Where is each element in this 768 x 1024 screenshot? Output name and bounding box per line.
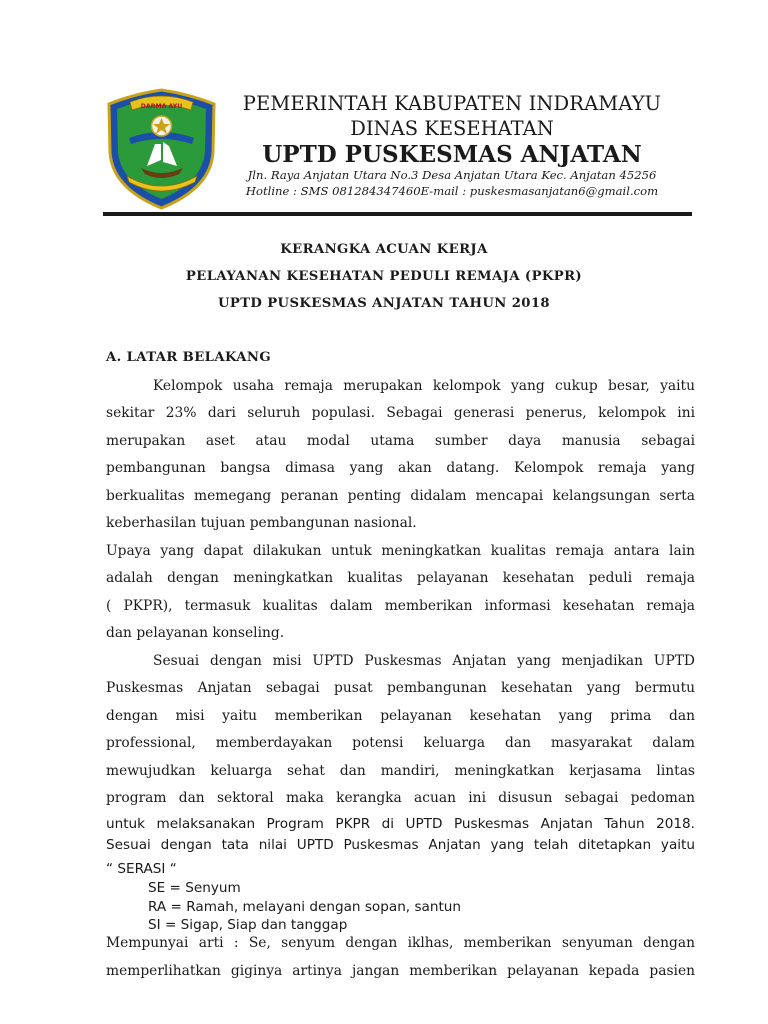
letterhead-address: Jln. Raya Anjatan Utara No.3 Desa Anjatan Utara Kec. Anjatan 45256 [247, 168, 657, 182]
body-line: ( PKPR), termasuk kualitas dalam memberikan informasi kesehatan remaja [106, 598, 695, 614]
body-line: “ SERASI “ [106, 861, 177, 877]
body-line: SI = Sigap, Siap dan tanggap [148, 917, 348, 933]
letterhead-department: DINAS KESEHATAN [350, 117, 554, 140]
body-line: adalah dengan meningkatkan kualitas pelayanan kesehatan peduli remaja [106, 570, 695, 586]
body-line: mewujudkan keluarga sehat dan mandiri, meningkatkan kerjasama lintas [106, 763, 695, 779]
letterhead-government: PEMERINTAH KABUPATEN INDRAMAYU [242, 92, 662, 115]
body-line: Upaya yang dapat dilakukan untuk meningkatkan kualitas remaja antara lain [106, 543, 695, 559]
body-line: dan pelayanan konseling. [106, 625, 285, 641]
body-line: dengan misi yaitu memberikan pelayanan kesehatan yang prima dan [106, 708, 695, 724]
svg-text:DARMA AYU: DARMA AYU [140, 103, 183, 110]
body-line: Sesuai dengan tata nilai UPTD Puskesmas Anjatan yang telah ditetapkan yaitu [106, 837, 695, 853]
body-line: Puskesmas Anjatan sebagai pusat pembangunan kesehatan yang bermutu [106, 680, 695, 696]
body-line: Mempunyai arti : Se, senyum dengan iklhas, memberikan senyuman dengan [106, 935, 695, 951]
body-line: SE = Senyum [148, 880, 241, 896]
body-line: berkualitas memegang peranan penting didalam mencapai kelangsungan serta [106, 488, 695, 504]
document-title-line-2: PELAYANAN KESEHATAN PEDULI REMAJA (PKPR) [185, 269, 583, 284]
body-line: memperlihatkan giginya artinya jangan memberikan pelayanan kepada pasien [106, 963, 695, 979]
section-heading: A. LATAR BELAKANG [106, 350, 272, 365]
body-line: merupakan aset atau modal utama sumber daya manusia sebagai [106, 433, 695, 449]
body-line: pembangunan bangsa dimasa yang akan datang. Kelompok remaja yang [106, 460, 695, 476]
body-line: sekitar 23% dari seluruh populasi. Sebagai generasi penerus, kelompok ini [106, 405, 695, 421]
body-line: Sesuai dengan misi UPTD Puskesmas Anjatan yang menjadikan UPTD [153, 653, 695, 669]
letterhead-hotline: Hotline : SMS 081284347460E-mail : puskesmasanjatan6@gmail.com [245, 184, 659, 198]
indramayu-regency-emblem [103, 88, 220, 210]
letterhead-rule [103, 212, 692, 216]
body-line: keberhasilan tujuan pembangunan nasional. [106, 515, 417, 531]
body-line: RA = Ramah, melayani dengan sopan, santun [148, 899, 462, 915]
document-title-line-1: KERANGKA ACUAN KERJA [280, 242, 488, 257]
body-line: Kelompok usaha remaja merupakan kelompok yang cukup besar, yaitu [153, 378, 695, 394]
letterhead-unit: UPTD PUSKESMAS ANJATAN [262, 141, 642, 168]
body-line: program dan sektoral maka kerangka acuan ini disusun sebagai pedoman [106, 790, 695, 806]
document-title-line-3: UPTD PUSKESMAS ANJATAN TAHUN 2018 [217, 296, 551, 311]
body-line: professional, memberdayakan potensi keluarga dan masyarakat dalam [106, 735, 695, 751]
body-line: untuk melaksanakan Program PKPR di UPTD Puskesmas Anjatan Tahun 2018. [106, 816, 695, 832]
